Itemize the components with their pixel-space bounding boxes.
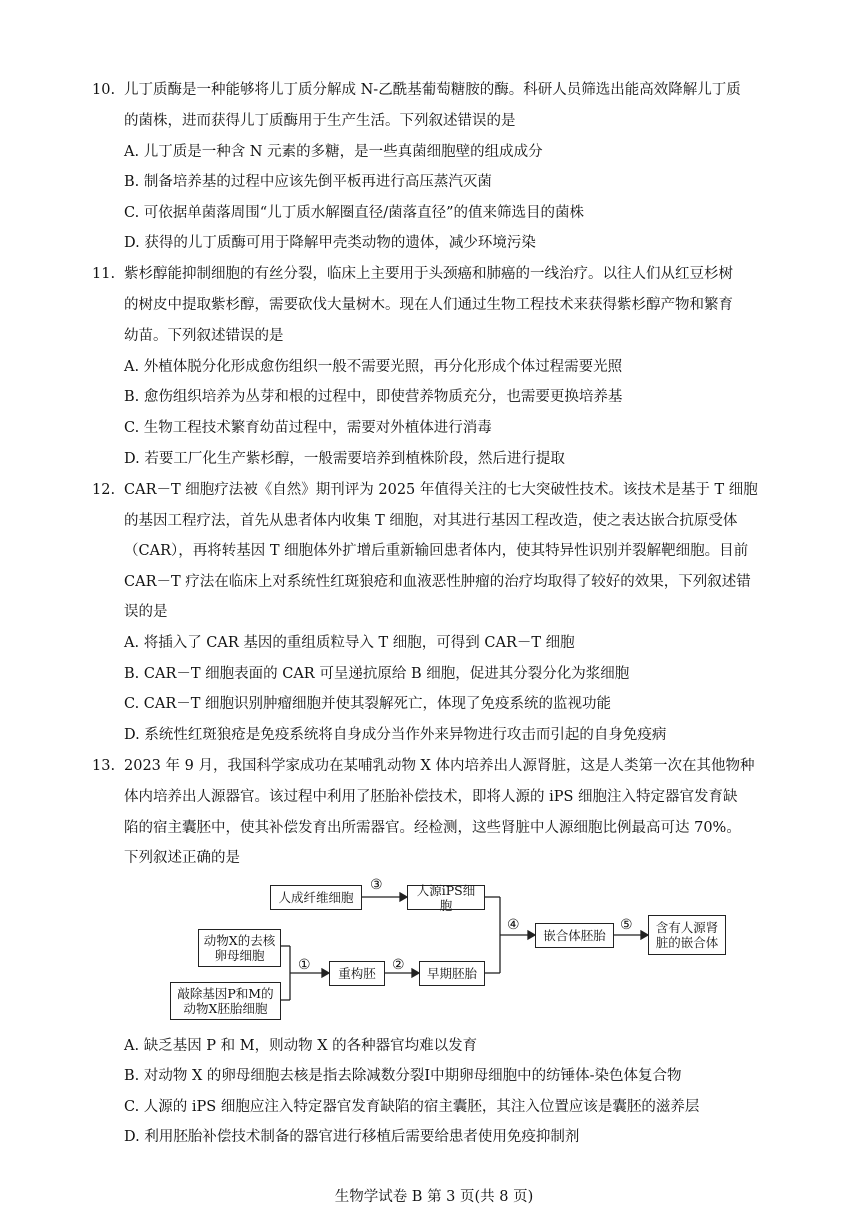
q12-stem-line: 误的是 (124, 604, 168, 620)
page-footer: 生物学试卷 B 第 3 页(共 8 页) (334, 1189, 534, 1205)
chimera-box: 含有人源肾脏的嵌合体 (648, 915, 726, 955)
q12-stem-line: CAR－T 细胞疗法被《自然》期刊评为 2025 年值得关注的七大突破性技术。该技术是基于 T 细胞 (124, 482, 758, 498)
q12-option-b: B. CAR－T 细胞表面的 CAR 可呈递抗原给 B 细胞，促进其分裂分化为浆细胞 (124, 666, 630, 682)
q12-option-a: A. 将插入了 CAR 基因的重组质粒导入 T 细胞，可得到 CAR－T 细胞 (124, 635, 575, 651)
q13-option-d: D. 利用胚胎补偿技术制备的器官进行移植后需要给患者使用免疫抑制剂 (124, 1129, 580, 1145)
q11-stem-line: 紫杉醇能抑制细胞的有丝分裂，临床上主要用于头颈癌和肺癌的一线治疗。以往人们从红豆杉树 (124, 266, 733, 282)
reconstructed-embryo-box: 重构胚 (329, 961, 385, 986)
step-3-label: ③ (370, 877, 383, 893)
q11-option-d: D. 若要工厂化生产紫杉醇，一般需要培养到植株阶段，然后进行提取 (124, 451, 565, 467)
embryo-cell-box: 敲除基因P和M的动物X胚胎细胞 (170, 982, 281, 1020)
q13-stem-line: 陷的宿主囊胚中，使其补偿发育出所需器官。经检测，这些肾脏中人源细胞比例最高可达 70%。 (124, 820, 741, 836)
q13-stem-line: 体内培养出人源器官。该过程中利用了胚胎补偿技术，即将人源的 iPS 细胞注入特定器官发育缺 (124, 789, 738, 805)
q11-option-b: B. 愈伤组织培养为丛芽和根的过程中，即使营养物质充分，也需要更换培养基 (124, 389, 623, 405)
q13-stem-line: 2023 年 9 月，我国科学家成功在某哺乳动物 X 体内培养出人源肾脏，这是人类第一次在其他物种 (124, 758, 755, 774)
q11-stem-line: 的树皮中提取紫杉醇，需要砍伐大量树木。现在人们通过生物工程技术来获得紫杉醇产物和繁育 (124, 297, 733, 313)
q10-stem-line: 的菌株，进而获得儿丁质酶用于生产生活。下列叙述错误的是 (124, 113, 516, 129)
q13-stem-line: 下列叙述正确的是 (124, 850, 240, 866)
q12-option-c: C. CAR－T 细胞识别肿瘤细胞并使其裂解死亡，体现了免疫系统的监视功能 (124, 696, 612, 712)
q11-number: 11. (92, 266, 116, 282)
q13-number: 13. (92, 758, 116, 774)
q12-option-d: D. 系统性红斑狼疮是免疫系统将自身成分当作外来异物进行攻击而引起的自身免疫病 (124, 727, 667, 743)
step-1-label: ① (298, 957, 311, 973)
chimera-embryo-box: 嵌合体胚胎 (535, 923, 614, 948)
q10-option-b: B. 制备培养基的过程中应该先倒平板再进行高压蒸汽灭菌 (124, 174, 492, 190)
q12-stem-line: 的基因工程疗法，首先从患者体内收集 T 细胞，对其进行基因工程改造，使之表达嵌合抗原受体 (124, 513, 738, 529)
early-embryo-box: 早期胚胎 (419, 961, 485, 986)
q12-stem-line: （CAR），再将转基因 T 细胞体外扩增后重新输回患者体内，使其特异性识别并裂解靶细胞。目前 (124, 543, 749, 559)
q12-stem-line: CAR－T 疗法在临床上对系统性红斑狼疮和血液恶性肿瘤的治疗均取得了较好的效果，下列叙述错 (124, 574, 751, 590)
ips-cell-box: 人源iPS细胞 (407, 885, 485, 910)
q10-option-d: D. 获得的儿丁质酶可用于降解甲壳类动物的遗体，减少环境污染 (124, 235, 536, 251)
oocyte-box: 动物X的去核卵母细胞 (198, 929, 281, 967)
q11-option-c: C. 生物工程技术繁育幼苗过程中，需要对外植体进行消毒 (124, 420, 492, 436)
q10-option-a: A. 儿丁质是一种含 N 元素的多糖，是一些真菌细胞壁的组成成分 (124, 144, 543, 160)
q13-option-b: B. 对动物 X 的卵母细胞去核是指去除减数分裂Ⅰ中期卵母细胞中的纺锤体-染色体复合物 (124, 1068, 682, 1084)
q10-number: 10. (92, 82, 116, 98)
q11-stem-line: 幼苗。下列叙述错误的是 (124, 328, 284, 344)
q11-option-a: A. 外植体脱分化形成愈伤组织一般不需要光照，再分化形成个体过程需要光照 (124, 359, 623, 375)
q10-option-c: C. 可依据单菌落周围“儿丁质水解圈直径/菌落直径”的值来筛选目的菌株 (124, 205, 585, 221)
step-5-label: ⑤ (620, 917, 633, 933)
q12-number: 12. (92, 482, 116, 498)
step-4-label: ④ (507, 917, 520, 933)
q13-option-c: C. 人源的 iPS 细胞应注入特定器官发育缺陷的宿主囊胚，其注入位置应该是囊胚的滋养层 (124, 1099, 700, 1115)
fibroblast-box: 人成纤维细胞 (270, 885, 362, 910)
q13-option-a: A. 缺乏基因 P 和 M，则动物 X 的各种器官均难以发育 (124, 1038, 478, 1054)
step-2-label: ② (392, 957, 405, 973)
q10-stem-line: 儿丁质酶是一种能够将儿丁质分解成 N-乙酰基葡萄糖胺的酶。科研人员筛选出能高效降解儿丁质 (124, 82, 741, 98)
